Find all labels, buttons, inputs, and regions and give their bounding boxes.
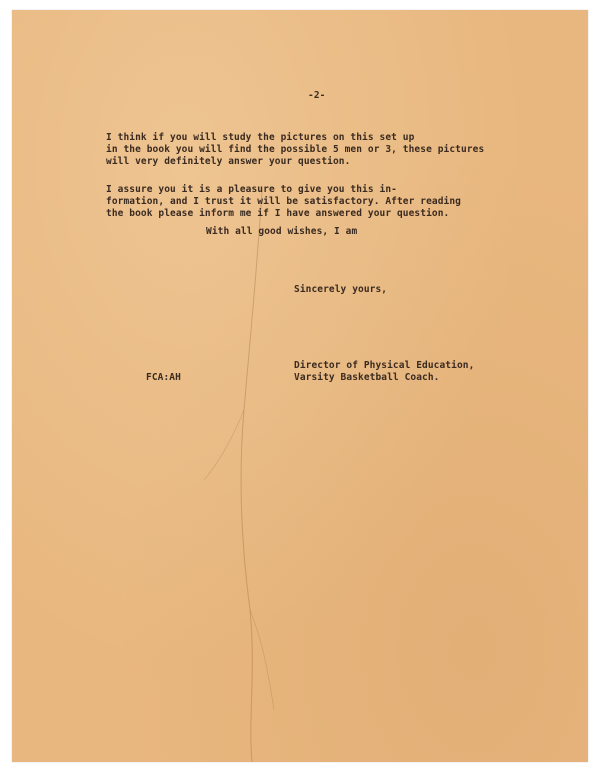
paragraph-2 — [106, 184, 461, 220]
page-number: -2- — [308, 90, 326, 101]
closing: Sincerely yours, — [294, 284, 388, 295]
paragraph-1 — [106, 132, 484, 168]
paragraph-2-line: formation, and I trust it will be satisfactory. After reading — [106, 196, 461, 207]
signature-title: Director of Physical Education, — [294, 360, 475, 371]
paragraph-1-line: will very definitely answer your question. — [106, 156, 351, 167]
paragraph-1-line: in the book you will find the possible 5 men or 3, these pictures — [106, 144, 485, 155]
paragraph-2-line: I assure you it is a pleasure to give you this in- — [106, 184, 397, 195]
paragraph-1-line: I think if you will study the pictures on this set up — [106, 132, 415, 143]
reference-initials: FCA:AH — [146, 372, 181, 383]
paragraph-2-line: the book please inform me if I have answered your question. — [106, 208, 450, 219]
signature-title: Varsity Basketball Coach. — [294, 372, 440, 383]
paragraph-3: With all good wishes, I am — [206, 226, 358, 237]
letter-page — [12, 10, 588, 762]
paper-crease — [12, 10, 588, 762]
signature-block — [294, 360, 474, 384]
